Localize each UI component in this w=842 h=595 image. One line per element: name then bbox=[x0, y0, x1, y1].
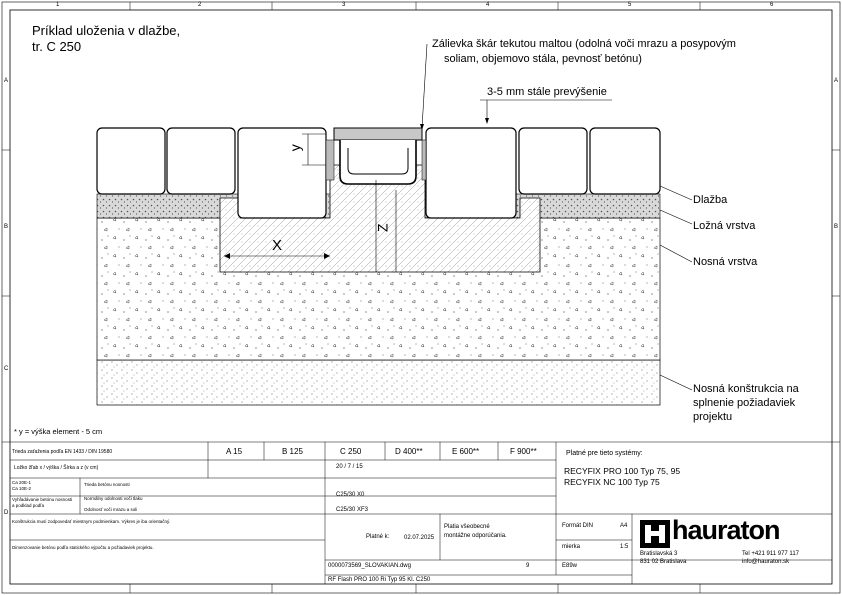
row4-label-1: Vyhľadávanie betónu nosnosti bbox=[12, 497, 73, 502]
drawing-number: 0000073569_SLOVAKIAN.dwg bbox=[328, 563, 411, 569]
row3-label-2: Ca 10E-2 bbox=[12, 486, 32, 491]
load-class-label: Trieda zaťaženia podľa EN 1433 / DIN 19580 bbox=[12, 449, 113, 455]
ruler-side-c: C bbox=[4, 366, 9, 372]
grout-note-line1: Zálievka škár tekutou maltou (odolná voči mrazu a posypovým bbox=[432, 38, 736, 50]
class-b125: B 125 bbox=[282, 447, 303, 456]
page-code: E89w bbox=[562, 563, 578, 569]
class-f900: F 900** bbox=[510, 447, 537, 456]
label-structure-line1: Nosná konštrukcia na bbox=[693, 383, 799, 395]
concrete-x0: C25/30 X0 bbox=[336, 492, 365, 498]
row4-label-2: a podklad podľa bbox=[12, 503, 45, 508]
drainage-channel bbox=[326, 128, 426, 184]
address-line2: 831 02 Bratislava bbox=[640, 559, 687, 565]
drawing-title-line1: Príklad uloženia v dlažbe, bbox=[32, 23, 181, 38]
hauraton-logo-icon bbox=[640, 520, 670, 548]
phone: Tel +421 911 977 117 bbox=[742, 551, 799, 557]
class-d400: D 400** bbox=[395, 447, 423, 456]
ruler-top-4: 4 bbox=[486, 2, 490, 8]
title-block bbox=[10, 442, 832, 584]
valid-note-2: montážne odporúčania. bbox=[444, 533, 507, 539]
label-structure-line2: splnenie požiadaviek bbox=[693, 397, 796, 409]
class-a15: A 15 bbox=[226, 447, 243, 456]
format-label: Formát DIN bbox=[562, 523, 594, 529]
structural-layer bbox=[97, 360, 660, 405]
label-paving: Dlažba bbox=[693, 194, 728, 206]
brand-wordmark: hauraton bbox=[672, 515, 780, 545]
system-1: RECYFIX PRO 100 Typ 75, 95 bbox=[564, 466, 681, 476]
date-label: Platné k: bbox=[366, 534, 390, 540]
label-bedding: Ložná vrstva bbox=[693, 220, 756, 232]
ruler-side-a: A bbox=[4, 78, 9, 84]
dimension-z: Z bbox=[374, 223, 391, 232]
row3-label-1: Ca 20E-1 bbox=[12, 480, 32, 485]
ruler-top-2: 2 bbox=[198, 2, 202, 8]
email: info@hauraton.sk bbox=[742, 559, 790, 565]
revision: 9 bbox=[526, 563, 530, 569]
ruler-top-6: 6 bbox=[770, 2, 774, 8]
row3-sub: Trieda betónu nosnosti bbox=[84, 482, 130, 487]
dimensions-value: 20 / 7 / 15 bbox=[336, 464, 363, 470]
address-line1: Bratislavská 3 bbox=[640, 551, 678, 557]
part-name: RF Flash PRO 100 Ri Typ 95 Kl. C250 bbox=[328, 577, 431, 583]
class-c250: C 250 bbox=[340, 447, 362, 456]
dimensions-label: Ložko žľab x / výška / Šírka a z (v cm) bbox=[14, 465, 99, 471]
ruler-side-d: D bbox=[4, 510, 9, 516]
footnote: * y = výška element - 5 cm bbox=[14, 427, 103, 436]
ruler-top-5: 5 bbox=[628, 2, 632, 8]
drawing-title-line2: tr. C 250 bbox=[32, 39, 82, 54]
ruler-top-1: 1 bbox=[56, 2, 60, 8]
scale-label: mierka bbox=[562, 544, 581, 550]
ruler-side-b-right: B bbox=[834, 224, 839, 230]
grout-note-line2: soliam, objemovo stála, pevnosť betónu) bbox=[444, 53, 642, 65]
dimension-y: y bbox=[286, 144, 303, 152]
concrete-xf3: C25/30 XF3 bbox=[336, 507, 369, 513]
disclaimer-line1: Konštrukcia musí zodpovedať miestnym podmienkam. Výkres je iba orientačný. bbox=[12, 519, 171, 524]
class-e600: E 600** bbox=[452, 447, 480, 456]
raised-note: 3-5 mm stále prevýšenie bbox=[487, 86, 607, 98]
ruler-side-b: B bbox=[4, 224, 9, 230]
label-base: Nosná vrstva bbox=[693, 256, 758, 268]
format-value: A4 bbox=[620, 523, 628, 529]
system-2: RECYFIX NC 100 Typ 75 bbox=[564, 477, 660, 487]
ruler-side-a-right: A bbox=[834, 78, 839, 84]
row5-sub: Odolnosť voči mrazu a soli bbox=[84, 507, 138, 512]
date-value: 02.07.2025 bbox=[404, 535, 435, 541]
dimension-x: X bbox=[272, 237, 283, 254]
scale-value: 1:5 bbox=[620, 544, 629, 550]
ruler-top-3: 3 bbox=[342, 2, 346, 8]
label-structure-line3: projektu bbox=[693, 411, 733, 423]
valid-note-1: Platia všeobecné bbox=[444, 524, 490, 530]
systems-label: Platné pre tieto systémy: bbox=[566, 450, 643, 457]
disclaimer-line2: Dimenzovanie betónu podľa statického výpočtu a požiadaviek projektu. bbox=[12, 545, 154, 550]
row4-sub: Normálny odolnosti voči tlaku bbox=[84, 496, 143, 501]
